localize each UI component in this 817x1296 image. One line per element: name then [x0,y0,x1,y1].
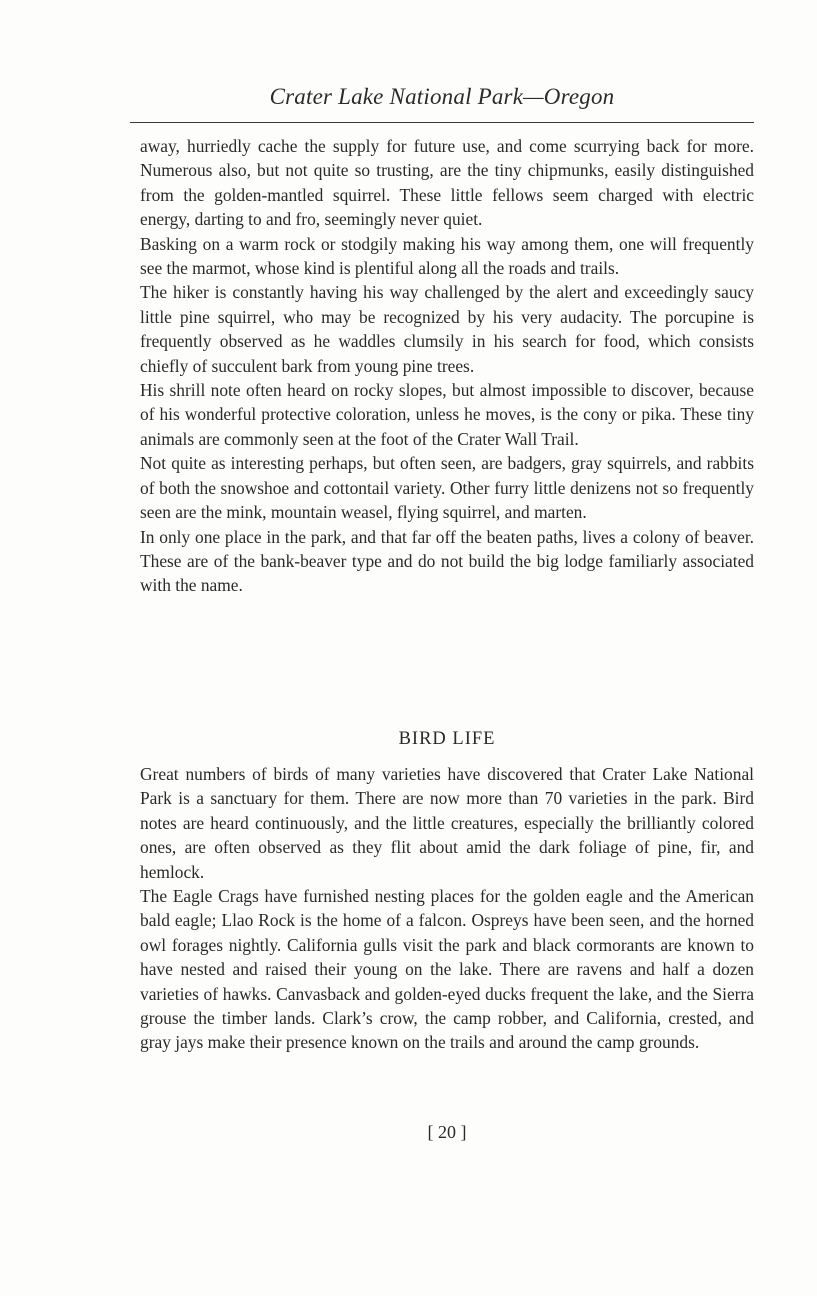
running-title: Crater Lake National Park—Oregon [269,84,615,109]
paragraph: Not quite as interesting perhaps, but often seen, are badgers, gray squirrels, and rabbits of both the snowshoe and cottontail variety. Other furry little denizens not so frequently seen are the mink, mountain weasel, flying squirrel, and marten. [140,453,754,523]
paragraph: Great numbers of birds of many varieties have discovered that Crater Lake National Park is a sanctuary for them. There are now more than 70 varieties in the park. Bird notes are heard continuously, and the little creatures, especially the brilliantly colored ones, are often observed as they flit about amid the dark foliage of pine, fir, and hemlock. [140,764,754,882]
body-text-bottom [140,762,754,1055]
header-rule [130,122,754,123]
body-text-top [140,134,754,598]
paragraph: His shrill note often heard on rocky slopes, but almost impossible to discover, because of his wonderful protective coloration, unless he moves, is the cony or pika. These tiny animals are commonly seen at the foot of the Crater Wall Trail. [140,380,754,449]
section-heading: BIRD LIFE [398,729,496,749]
paragraph: In only one place in the park, and that far off the beaten paths, lives a colony of beaver. These are of the bank-beaver type and do not build the big lodge familiarly associated with the name. [140,526,754,596]
paragraph: away, hurriedly cache the supply for future use, and come scurrying back for more. Numerous also, but not quite so trusting, are the tiny chipmunks, easily distinguished from the golden-mantled squirrel. These little fellows seem charged with electric energy, darting to and fro, seemingly never quiet. [140,136,754,230]
paragraph: The Eagle Crags have furnished nesting places for the golden eagle and the American bald eagle; Llao Rock is the home of a falcon. Ospreys have been seen, and the horned owl forages nightly. California gulls visit the park and black cormorants are known to have nested and raised their young on the lake. There are ravens and half a dozen varieties of hawks. Canvasback and golden-eyed ducks frequent the lake, and the Sierra grouse the timber lands. Clark’s crow, the camp robber, and California, crested, and gray jays make their presence known on the trails and around the camp grounds. [140,886,754,1053]
page-number: [ 20 ] [427,1122,467,1142]
paragraph: The hiker is constantly having his way challenged by the alert and exceedingly saucy little pine squirrel, who may be recognized by his very audacity. The porcupine is frequently observed as he waddles clumsily in his search for food, which consists chiefly of succulent bark from young pine trees. [140,282,754,376]
paragraph: Basking on a warm rock or stodgily making his way among them, one will frequently see the marmot, whose kind is plentiful along all the roads and trails. [140,233,754,279]
